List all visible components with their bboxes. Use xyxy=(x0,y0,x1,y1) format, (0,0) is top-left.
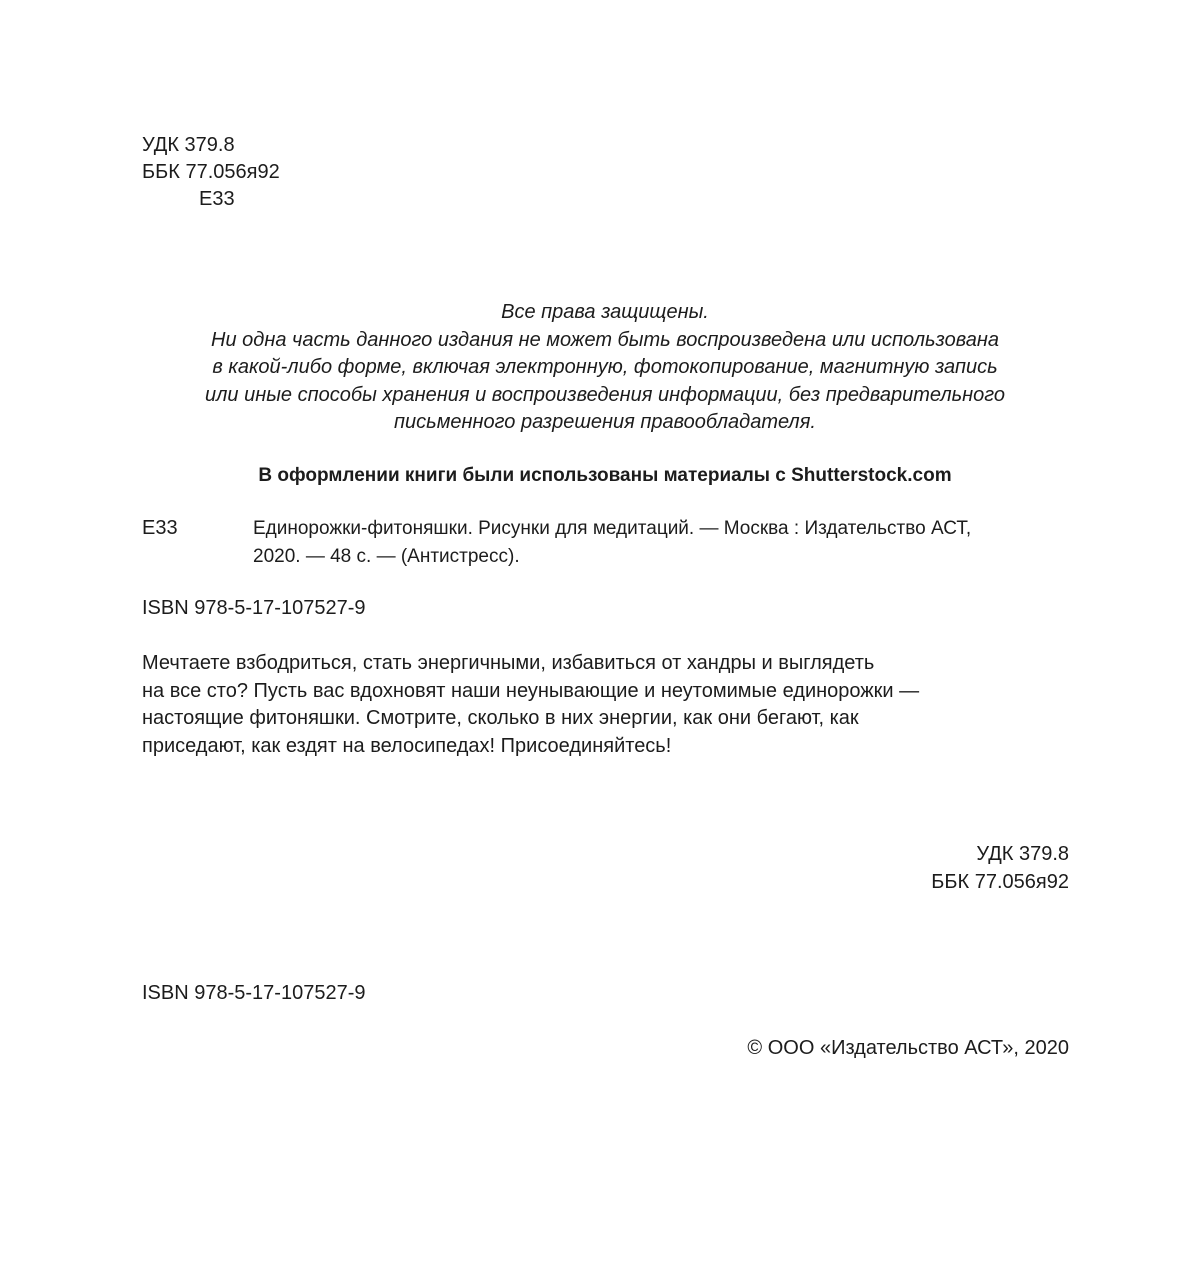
rights-notice xyxy=(120,299,1090,437)
rights-line: Ни одна часть данного издания не может быть воспроизведена или использована xyxy=(211,328,999,351)
bbk-code-top: ББК 77.056я92 xyxy=(142,161,280,183)
udk-code-top: УДК 379.8 xyxy=(142,134,235,156)
annotation-line: настоящие фитоняшки. Смотрите, сколько в них энергии, как они бегают, как xyxy=(142,707,859,729)
annotation-line: на все сто? Пусть вас вдохновят наши неунывающие и неутомимые единорожки — xyxy=(142,679,920,702)
bbk-code-bottom: ББК 77.056я92 xyxy=(931,870,1069,893)
rights-line: письменного разрешения правообладателя. xyxy=(394,411,816,433)
annotation-line: приседают, как ездят на велосипедах! Присоединяйтесь! xyxy=(142,734,672,757)
udk-code-bottom: УДК 379.8 xyxy=(976,843,1069,865)
annotation xyxy=(142,650,1062,760)
materials-notice: В оформлении книги были использованы материалы с Shutterstock.com xyxy=(258,465,952,486)
rights-line: в какой-либо форме, включая электронную, фотокопирование, магнитную запись xyxy=(212,356,998,378)
copyright-notice: © ООО «Издательство АСТ», 2020 xyxy=(747,1037,1069,1059)
rights-line: Все права защищены. xyxy=(501,301,709,323)
bibliographic-description xyxy=(253,515,1073,570)
rights-line: или иные способы хранения и воспроизведения информации, без предварительного xyxy=(204,383,1006,406)
annotation-line: Мечтаете взбодриться, стать энергичными, избавиться от хандры и выглядеть xyxy=(142,652,875,674)
bibliographic-code: Е33 xyxy=(142,517,178,539)
bottom-classification xyxy=(931,841,1069,896)
bibliographic-line: Единорожки-фитоняшки. Рисунки для медитаций. — Москва : Издательство АСТ, xyxy=(253,518,972,539)
isbn-bottom: ISBN 978-5-17-107527-9 xyxy=(142,982,366,1004)
isbn-top: ISBN 978-5-17-107527-9 xyxy=(142,597,366,619)
author-code-top: Е33 xyxy=(199,188,235,210)
bibliographic-line: 2020. — 48 с. — (Антистресс). xyxy=(253,545,520,567)
